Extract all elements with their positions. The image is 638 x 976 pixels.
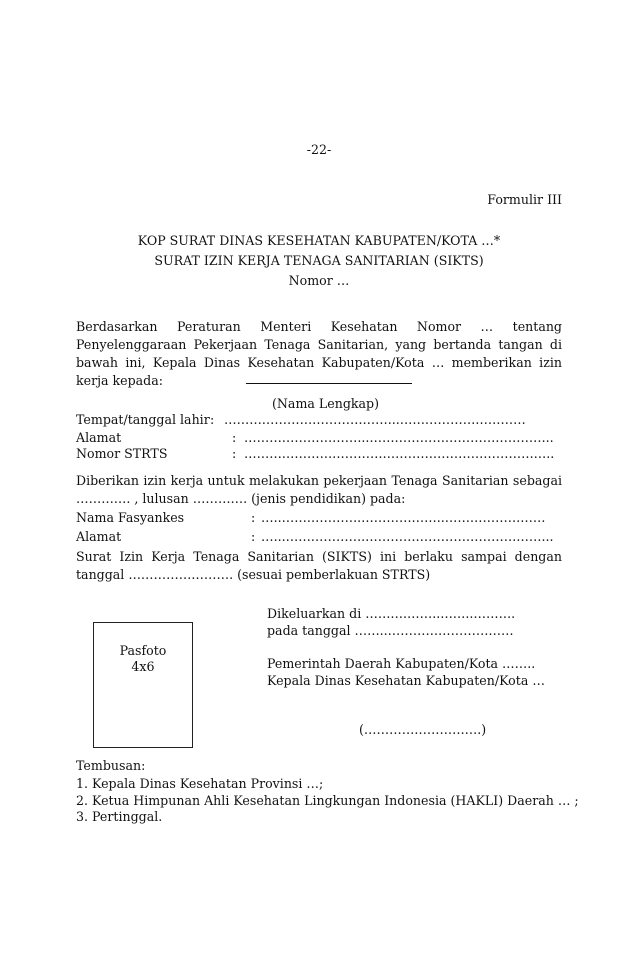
photo-box [93,622,193,748]
signature-placeholder: (……………………….) [359,722,487,737]
field-value-strts: ……………………………………………………………….. [244,446,555,461]
tembusan-title: Tembusan: [76,758,146,773]
field-sep-birth: : [210,412,215,427]
validity-paragraph: Surat Izin Kerja Tenaga Sanitarian (SIKTS) ini berlaku sampai dengan tanggal ……………………. (sesuai pemberlakuan STRTS) [76,549,562,582]
field-label-strts: Nomor STRTS [76,446,168,461]
intro-paragraph: Berdasarkan Peraturan Menteri Kesehatan Nomor … tentang Penyelenggaraan Pekerjaan Tenaga Sanitarian, yang bertanda tangan di bawah ini, Kepala Dinas Kesehatan Kabupaten/Kota … memberikan izin kerja kepada: [76,319,562,388]
tembusan-item-3: 3. Pertinggal. [76,809,163,824]
tembusan-item-2: 2. Ketua Himpunan Ahli Kesehatan Lingkungan Indonesia (HAKLI) Daerah … ; [76,793,579,808]
field-label-birth: Tempat/tanggal lahir [76,412,210,427]
issuer-government: Pemerintah Daerah Kabupaten/Kota …….. [267,656,536,671]
field-value-birth: …………………………………...………………………… [224,412,526,427]
page-number: -22- [306,142,332,157]
form-label: Formulir III [487,192,562,207]
field-sep-fasyankes: : [251,510,256,525]
nama-lengkap: (Nama Lengkap) [272,396,379,411]
field-value-facility-address: …...……………….……………………………………... [261,529,554,544]
field-sep-address: : [232,430,237,445]
issued-place: Dikeluarkan di ……….……..……..………. [267,606,516,621]
field-sep-strts: : [232,446,237,461]
field-label-address: Alamat [76,430,122,445]
permission-paragraph: Diberikan izin kerja untuk melakukan pekerjaan Tenaga Sanitarian sebagai …………. , lulusan …………. (jenis pendidikan) pada: [76,473,562,506]
issuer-head: Kepala Dinas Kesehatan Kabupaten/Kota … [267,673,545,688]
field-value-address: ………………………...…………………………………….. [244,430,554,445]
field-value-fasyankes: …..……………….………………..…………………… [261,510,546,525]
name-underline [246,383,412,384]
field-label-fasyankes: Nama Fasyankes [76,510,185,525]
field-label-facility-address: Alamat [76,529,122,544]
photo-label: Pasfoto [119,643,167,658]
tembusan-item-1: 1. Kepala Dinas Kesehatan Provinsi …; [76,776,324,791]
field-sep-facility-address: : [251,529,256,544]
kop-surat: KOP SURAT DINAS KESEHATAN KABUPATEN/KOTA …* [137,233,501,248]
photo-size: 4x6 [131,659,155,674]
document-number: Nomor … [288,273,350,288]
document-title: SURAT IZIN KERJA TENAGA SANITARIAN (SIKTS) [154,253,484,268]
issued-date: pada tanggal ……..………………………… [267,623,514,638]
